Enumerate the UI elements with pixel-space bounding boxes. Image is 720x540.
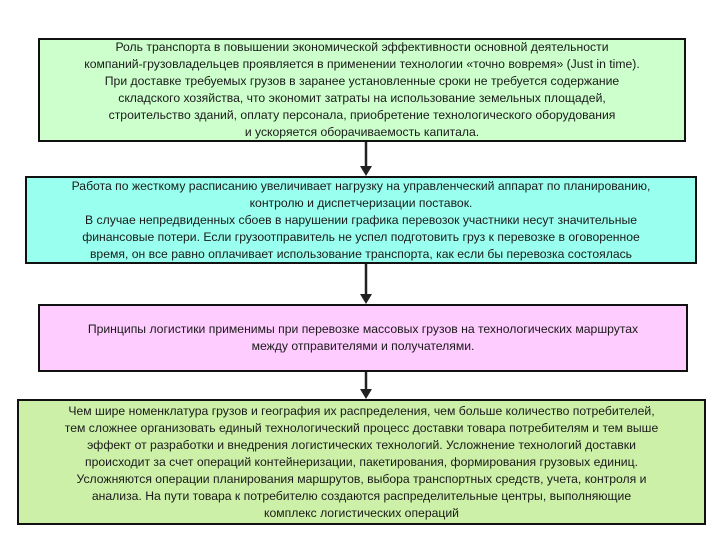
text-line: Роль транспорта в повышении экономической эффективности основной деятельности (115, 40, 609, 54)
text-line: Работа по жесткому расписанию увеличивает нагрузку на управленческий аппарат по планированию, (71, 178, 651, 193)
arrow-2-3-head (360, 294, 372, 304)
text-line: складского хозяйства, что экономит затраты на использование земельных площадей, (118, 91, 606, 105)
box-nomenclature-geography-text (23, 403, 700, 522)
box-logistics-principles-text (48, 321, 678, 355)
text-line: тем сложнее организовать единый технологический процесс доставки товара потребителям и тем выше (64, 420, 659, 435)
box-transport-role-text (50, 39, 674, 141)
arrow-3-4-head (360, 389, 372, 399)
box-nomenclature-geography (17, 399, 706, 525)
text-line: и ускоряется оборачиваемость капитала. (244, 125, 480, 139)
text-line: происходит за счет операций контейнеризации, пакетирования, формирования грузовых единиц. (85, 454, 638, 469)
text-line: эффект от разработки и внедрения логистических технологий. Усложнение технологий доставки (87, 437, 636, 452)
box-strict-schedule (25, 176, 697, 264)
text-line: строительство зданий, оплату персонала, приобретение технологического оборудования (108, 108, 616, 122)
text-line: При доставке требуемых грузов в заранее установленные сроки не требуется содержание (104, 74, 620, 88)
text-line: компаний-грузовладельцев проявляется в применении технологии «точно вовремя» (Just in time). (84, 57, 640, 71)
text-line: время, он все равно оплачивает использование транспорта, как если бы перевозка состоялась (89, 246, 633, 261)
text-line: Усложняются операции планирования маршрутов, выбора транспортных средств, учета, контроля и (76, 471, 647, 486)
text-line: Чем шире номенклатура грузов и география их распределения, чем больше количество потребителей, (68, 403, 655, 418)
box-strict-schedule-text (31, 178, 691, 263)
text-line: В случае непредвиденных сбоев в нарушении графика перевозок участники несут значительные (85, 212, 637, 227)
text-line: контролю и диспетчеризации поставок. (249, 195, 473, 210)
text-line: анализа. На пути товара к потребителю создаются распределительные центры, выполняющие (91, 488, 632, 503)
text-line: Принципы логистики применимы при перевозке массовых грузов на технологических маршрутах (87, 322, 639, 336)
text-line: финансовые потери. Если грузоотправитель не успел подготовить груз к перевозке в оговоренное (82, 229, 640, 244)
text-line: между отправителями и получателями. (251, 339, 475, 353)
arrow-1-2-head (360, 166, 372, 176)
box-transport-role (38, 38, 686, 142)
text-line: комплекс логистических операций (264, 505, 459, 520)
box-logistics-principles (38, 304, 688, 372)
